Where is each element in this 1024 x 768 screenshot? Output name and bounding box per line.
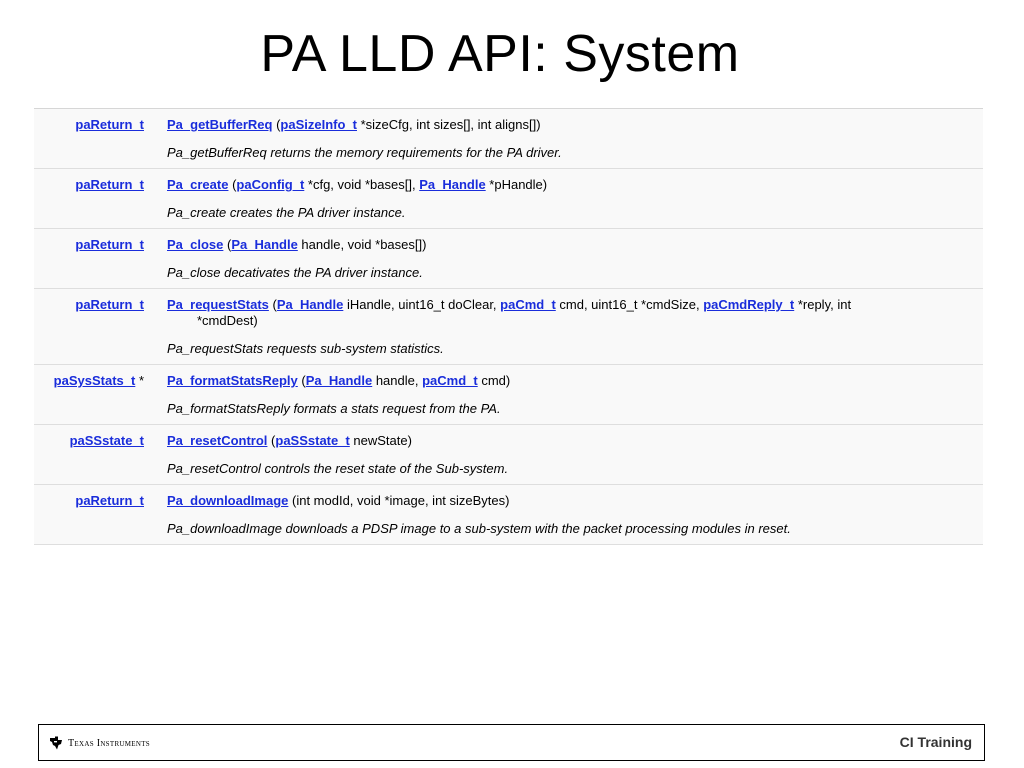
function-cell <box>144 289 983 364</box>
function-description: Pa_resetControl controls the reset state of the Sub-system. <box>167 461 509 476</box>
texas-instruments-logo <box>49 736 150 750</box>
return-type-link[interactable]: paReturn_t <box>75 177 144 192</box>
param-text: newState <box>349 433 408 448</box>
function-description: Pa_requestStats requests sub-system statistics. <box>167 341 444 356</box>
function-cell <box>144 365 983 424</box>
param-text: int modId, void *image, int sizeBytes <box>296 493 506 508</box>
company-name: Texas Instruments <box>68 737 150 749</box>
ci-training-label: CI Training <box>899 734 972 750</box>
function-signature: Pa_formatStatsReply (Pa_Handle handle, paCmd_t cmd) <box>167 373 511 388</box>
function-cell <box>144 425 983 484</box>
param-text: handle, <box>372 373 423 388</box>
return-type-cell <box>34 485 144 544</box>
return-type-link[interactable]: paReturn_t <box>75 117 144 132</box>
return-type-cell <box>34 109 144 168</box>
function-name-link[interactable]: Pa_formatStatsReply <box>167 373 298 388</box>
return-type-link[interactable]: paSSstate_t <box>69 433 144 448</box>
return-type-link[interactable]: paSysStats_t <box>53 373 136 388</box>
param-type-link[interactable]: paCmd_t <box>500 297 556 312</box>
param-type-link[interactable]: paConfig_t <box>236 177 305 192</box>
function-name-link[interactable]: Pa_create <box>167 177 229 192</box>
api-row <box>34 229 983 289</box>
param-type-link[interactable]: paCmd_t <box>422 373 478 388</box>
function-signature: Pa_getBufferReq (paSizeInfo_t *sizeCfg, int sizes[], int aligns[]) <box>167 117 541 132</box>
return-type-link[interactable]: paReturn_t <box>75 297 144 312</box>
function-signature: Pa_close (Pa_Handle handle, void *bases[]) <box>167 237 427 252</box>
return-type-cell <box>34 425 144 484</box>
param-type-link[interactable]: Pa_Handle <box>231 237 298 252</box>
function-signature: Pa_create (paConfig_t *cfg, void *bases[], Pa_Handle *pHandle) <box>167 177 548 192</box>
param-text: iHandle, uint16_t doClear, <box>343 297 501 312</box>
return-type-cell <box>34 365 144 424</box>
function-signature: Pa_downloadImage (int modId, void *image, int sizeBytes) <box>167 493 510 508</box>
function-description: Pa_downloadImage downloads a PDSP image to a sub-system with the packet processing modules in reset. <box>167 521 791 536</box>
api-row <box>34 289 983 365</box>
param-type-link[interactable]: Pa_Handle <box>419 177 486 192</box>
function-name-link[interactable]: Pa_close <box>167 237 224 252</box>
function-signature: Pa_resetControl (paSSstate_t newState) <box>167 433 412 448</box>
param-text: *sizeCfg, int sizes[], int aligns[] <box>357 117 537 132</box>
api-row <box>34 485 983 545</box>
function-name-link[interactable]: Pa_resetControl <box>167 433 268 448</box>
function-description: Pa_create creates the PA driver instance. <box>167 205 406 220</box>
return-type-link[interactable]: paReturn_t <box>75 493 144 508</box>
param-text: *cfg, void *bases[], <box>304 177 420 192</box>
function-cell <box>144 169 983 228</box>
function-cell <box>144 229 983 288</box>
slide-footer <box>38 724 985 761</box>
function-name-link[interactable]: Pa_requestStats <box>167 297 269 312</box>
function-description: Pa_close decativates the PA driver instance. <box>167 265 423 280</box>
param-text: *pHandle <box>485 177 543 192</box>
function-name-link[interactable]: Pa_getBufferReq <box>167 117 273 132</box>
function-description: Pa_formatStatsReply formats a stats request from the PA. <box>167 401 501 416</box>
api-row <box>34 425 983 485</box>
signature-continuation: *cmdDest) <box>197 313 258 328</box>
return-type-cell <box>34 289 144 364</box>
return-type-cell <box>34 229 144 288</box>
param-type-link[interactable]: Pa_Handle <box>276 297 344 312</box>
return-type-pointer: * <box>135 373 144 388</box>
ti-logo-icon <box>49 736 63 750</box>
return-type-cell <box>34 169 144 228</box>
function-name-link[interactable]: Pa_downloadImage <box>167 493 289 508</box>
function-signature: Pa_requestStats (Pa_Handle iHandle, uint16_t doClear, paCmd_t cmd, uint16_t *cmdSize, paCmdReply_t *reply, int *cmdDest) <box>167 297 983 329</box>
param-type-link[interactable]: paCmdReply_t <box>703 297 795 312</box>
api-row <box>34 365 983 425</box>
param-text: *reply, int <box>794 297 852 312</box>
param-type-link[interactable]: paSizeInfo_t <box>280 117 357 132</box>
function-cell <box>144 485 983 544</box>
api-row <box>34 169 983 229</box>
param-text: cmd <box>477 373 506 388</box>
return-type-link[interactable]: paReturn_t <box>75 237 144 252</box>
api-row <box>34 109 983 169</box>
function-cell <box>144 109 983 168</box>
param-type-link[interactable]: paSSstate_t <box>275 433 350 448</box>
api-function-table <box>34 108 983 545</box>
param-text: cmd, uint16_t *cmdSize, <box>555 297 704 312</box>
slide-title: PA LLD API: System <box>260 25 740 83</box>
function-description: Pa_getBufferReq returns the memory requirements for the PA driver. <box>167 145 562 160</box>
param-type-link[interactable]: Pa_Handle <box>305 373 373 388</box>
param-text: handle, void *bases[] <box>297 237 423 252</box>
